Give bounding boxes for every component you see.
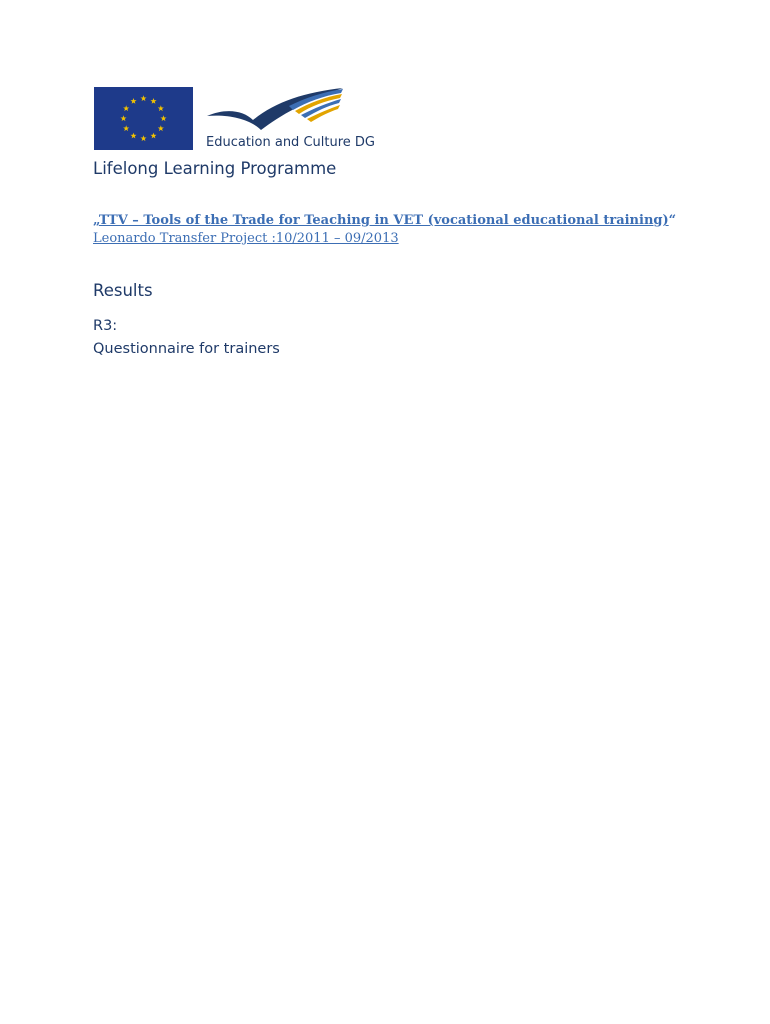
result-code: R3: (93, 318, 118, 334)
eu-flag-icon (94, 87, 193, 150)
result-name: Questionnaire for trainers (93, 341, 280, 357)
project-title-link[interactable]: TTV – Tools of the Trade for Teaching in VET (vocational educational training) (98, 213, 669, 228)
lifelong-learning-bird-icon (205, 86, 345, 136)
programme-title: Lifelong Learning Programme (93, 159, 337, 178)
title-close-quote: “ (668, 213, 677, 228)
project-subtitle-link[interactable]: Leonardo Transfer Project :10/2011 – 09/2013 (93, 231, 399, 246)
project-title[interactable] (93, 213, 676, 228)
title-open-quote: „ (93, 213, 99, 228)
dg-label: Education and Culture DG (206, 135, 375, 150)
results-heading: Results (93, 281, 153, 300)
